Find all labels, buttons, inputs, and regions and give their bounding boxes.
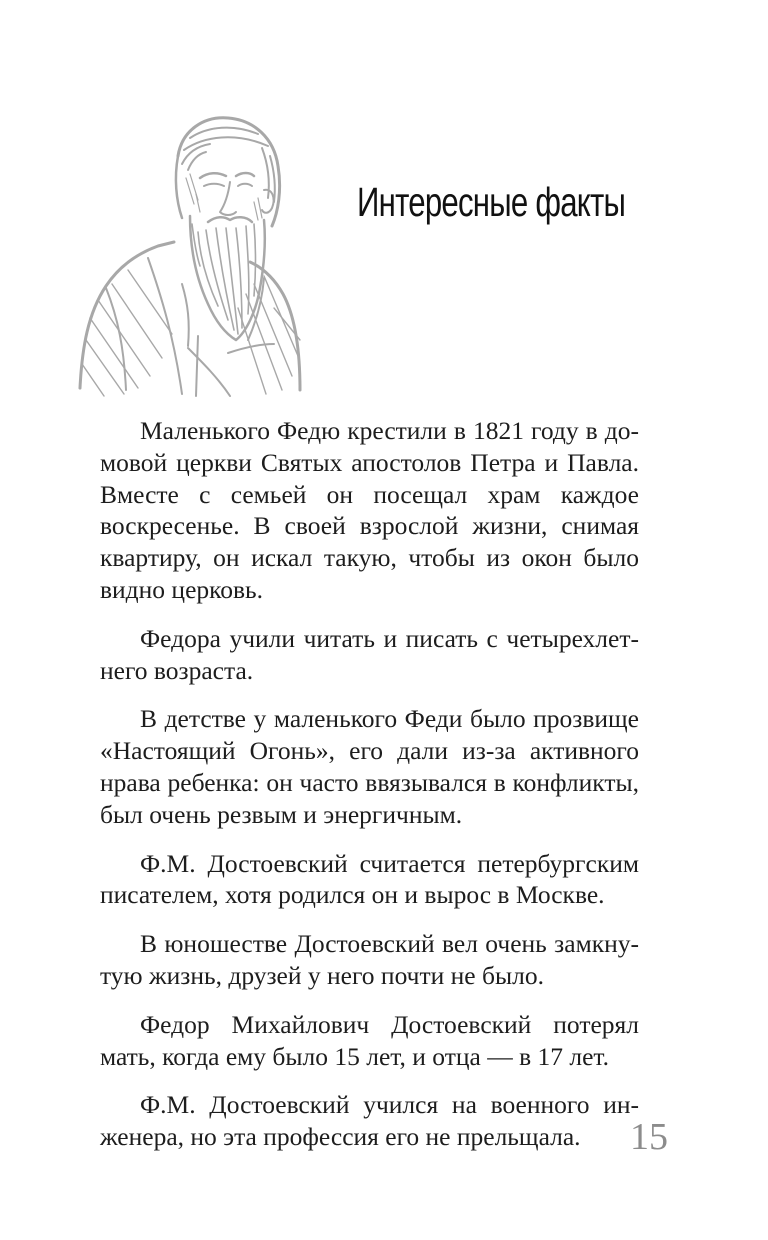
fact-paragraph: Ф.М. Достоевский считается петербургским писателем, хотя родился он и вырос в Москве. <box>100 848 639 910</box>
facts-list <box>100 415 639 1170</box>
page-heading: Интересные факты <box>357 179 626 225</box>
portrait-illustration-icon <box>78 108 306 400</box>
fact-paragraph: Федор Михайлович Достоевский потерял мать, когда ему было 15 лет, и отца — в 17 лет. <box>100 1009 639 1071</box>
fact-paragraph: Федора учили читать и писать с четырехлетнего возраста. <box>100 623 639 685</box>
page-number: 15 <box>630 1116 668 1158</box>
fact-paragraph: Ф.М. Достоевский учился на военного инженера, но эта профессия его не прельщала. <box>100 1090 639 1152</box>
fact-paragraph: В юношестве Достоевский вел очень замкнутую жизнь, друзей у него почти не было. <box>100 929 639 990</box>
fact-paragraph: Маленького Федю крестили в 1821 году в домовой церкви Святых апостолов Петра и Павла. Вместе с семьей он посещал храм каждое воскресенье. В своей взрослой жизни, снимая квартиру, он искал такую, чтобы из окон было видно церковь. <box>100 416 639 604</box>
fact-paragraph: В детстве у маленького Феди было прозвище «Настоящий Огонь», его дали из-за активного нрава ребенка: он часто ввязывался в конфликты, был очень резвым и энергичным. <box>100 704 639 829</box>
